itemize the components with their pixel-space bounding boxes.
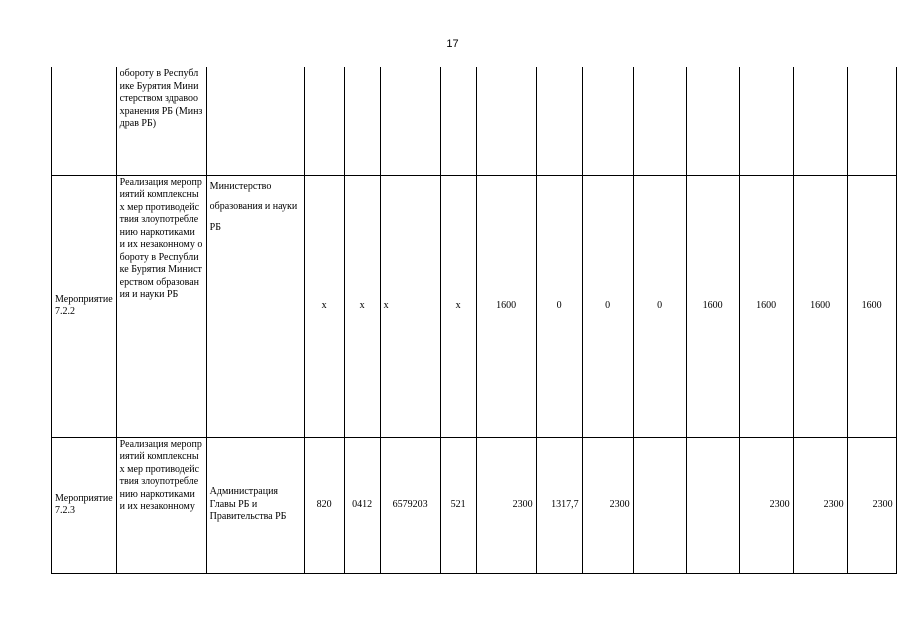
cell-csr <box>380 67 440 175</box>
cell-rzpr <box>344 67 380 175</box>
cell-value <box>686 437 739 573</box>
cell-grbs: х <box>304 175 344 437</box>
cell-vr: х <box>440 175 476 437</box>
cell-value <box>633 437 686 573</box>
cell-value: 0 <box>633 175 686 437</box>
cell-value <box>582 67 633 175</box>
cell-csr: 6579203 <box>380 437 440 573</box>
cell-value: 1600 <box>793 175 847 437</box>
cell-grbs: 820 <box>304 437 344 573</box>
cell-value: 2300 <box>847 437 896 573</box>
cell-value <box>739 67 793 175</box>
cell-value: 1600 <box>847 175 896 437</box>
cell-value: 1600 <box>686 175 739 437</box>
cell-value <box>847 67 896 175</box>
row-executor <box>206 67 304 175</box>
row-code: Мероприятие 7.2.2 <box>52 175 117 437</box>
row-code <box>52 67 117 175</box>
row-name: Реализация мероприятий комплексных мер противодействия злоупотреблению наркотиками и их незаконному обороту в Республике Бурятия Министерством образования и науки РБ <box>116 175 206 437</box>
cell-value: 2300 <box>739 437 793 573</box>
cell-value: 2300 <box>476 437 536 573</box>
cell-value: 1317,7 <box>536 437 582 573</box>
cell-value <box>686 67 739 175</box>
cell-value <box>633 67 686 175</box>
row-code: Мероприятие 7.2.3 <box>52 437 117 573</box>
cell-vr: 521 <box>440 437 476 573</box>
row-name: обороту в Республике Бурятия Министерством здравоохранения РБ (Минздрав РБ) <box>116 67 206 175</box>
cell-value: 2300 <box>582 437 633 573</box>
table-row <box>52 437 897 573</box>
cell-value <box>476 67 536 175</box>
budget-table <box>51 67 897 574</box>
page-number: 17 <box>446 38 459 50</box>
row-executor: Администрация Главы РБ и Правительства РБ <box>206 437 304 573</box>
cell-value: 1600 <box>476 175 536 437</box>
cell-value <box>536 67 582 175</box>
cell-value: 1600 <box>739 175 793 437</box>
cell-value: 0 <box>536 175 582 437</box>
cell-value <box>793 67 847 175</box>
cell-vr <box>440 67 476 175</box>
cell-grbs <box>304 67 344 175</box>
table-row <box>52 175 897 437</box>
cell-csr: х <box>380 175 440 437</box>
cell-value: 2300 <box>793 437 847 573</box>
table-row <box>52 67 897 175</box>
cell-value: 0 <box>582 175 633 437</box>
cell-rzpr: 0412 <box>344 437 380 573</box>
cell-rzpr: х <box>344 175 380 437</box>
row-executor: Министерство образования и науки РБ <box>206 175 304 437</box>
row-name: Реализация мероприятий комплексных мер противодействия злоупотреблению наркотиками и их незаконному <box>116 437 206 573</box>
